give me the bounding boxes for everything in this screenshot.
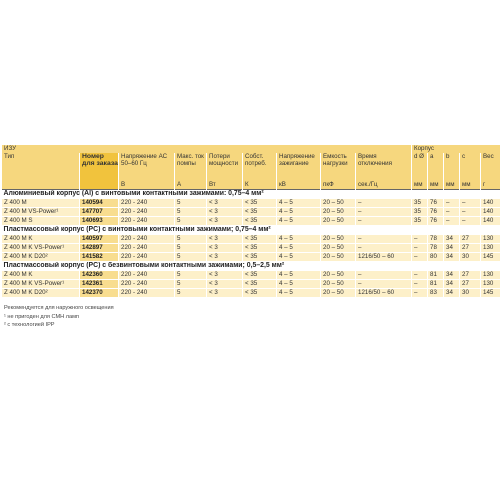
- table-cell: 140: [481, 208, 500, 217]
- table-cell: 220 - 240: [119, 253, 175, 262]
- column-header-label: b: [446, 153, 450, 160]
- table-cell: < 3: [207, 280, 243, 289]
- table-cell: –: [356, 217, 412, 226]
- table-cell: 20 – 50: [321, 235, 356, 244]
- table-cell: 30: [460, 253, 481, 262]
- table-cell: 130: [481, 280, 500, 289]
- footnotes: [0, 304, 500, 330]
- column-header: [175, 153, 207, 190]
- table-cell: 5: [175, 244, 207, 253]
- table-row: [2, 280, 500, 289]
- table-cell: 1216/50 – 60: [356, 253, 412, 262]
- column-header-label: Время отключения: [358, 153, 392, 167]
- column-header-unit: пкФ: [323, 181, 334, 188]
- table-cell: –: [412, 253, 428, 262]
- table-cell: –: [412, 235, 428, 244]
- order-number-cell: 142370: [80, 289, 119, 298]
- table-cell: 83: [428, 289, 444, 298]
- table-cell: 130: [481, 235, 500, 244]
- column-header-label: a: [430, 153, 434, 160]
- table-cell: Z 400 M K VS-Power¹: [2, 244, 80, 253]
- section-title: Пластмассовый корпус (PC) с винтовыми контактными зажимами; 0,75–4 мм²: [2, 226, 500, 236]
- column-header-unit: К: [245, 181, 249, 188]
- order-number-cell: 141582: [80, 253, 119, 262]
- order-number-cell: 140693: [80, 217, 119, 226]
- order-number-cell: 142360: [80, 271, 119, 280]
- column-header-unit: мм: [446, 181, 455, 188]
- table-cell: 220 - 240: [119, 235, 175, 244]
- table-cell: –: [356, 280, 412, 289]
- table-cell: –: [460, 199, 481, 208]
- column-header-unit: мм: [430, 181, 439, 188]
- table-cell: –: [460, 217, 481, 226]
- table-cell: 35: [412, 199, 428, 208]
- table-cell: Z 400 M: [2, 199, 80, 208]
- column-header-label: Вес: [483, 153, 494, 160]
- table-cell: 220 - 240: [119, 208, 175, 217]
- table-cell: Z 400 M K D20²: [2, 289, 80, 298]
- table-cell: < 3: [207, 217, 243, 226]
- table-cell: < 3: [207, 289, 243, 298]
- table-cell: 5: [175, 289, 207, 298]
- column-header-unit: кВ: [279, 181, 286, 188]
- table-cell: 34: [444, 253, 460, 262]
- column-header: [356, 153, 412, 190]
- table-cell: 4 – 5: [277, 253, 321, 262]
- table-cell: < 3: [207, 253, 243, 262]
- table-row: [2, 244, 500, 253]
- table-cell: 34: [444, 235, 460, 244]
- section-header: [2, 190, 500, 200]
- group-label-izu: ИЗУ: [2, 145, 412, 153]
- column-header-unit: сек./Гц: [358, 181, 378, 188]
- table-cell: Z 400 M K: [2, 271, 80, 280]
- order-number-cell: 140597: [80, 235, 119, 244]
- table-cell: 5: [175, 271, 207, 280]
- spec-table: [1, 145, 500, 298]
- column-header: [2, 153, 80, 190]
- header-group-row: [2, 145, 500, 153]
- column-header-label: d Ø: [414, 153, 424, 160]
- table-cell: 4 – 5: [277, 199, 321, 208]
- table-cell: 220 - 240: [119, 244, 175, 253]
- table-cell: 34: [444, 289, 460, 298]
- table-cell: < 35: [243, 289, 277, 298]
- section-title: Пластмассовый корпус (PC) с безвинтовыми контактными зажимами; 0,5–2,5 мм²: [2, 262, 500, 272]
- column-header: [460, 153, 481, 190]
- table-cell: 78: [428, 244, 444, 253]
- table-cell: < 3: [207, 244, 243, 253]
- column-header-unit: г: [483, 181, 486, 188]
- column-header: [412, 153, 428, 190]
- column-header-label: c: [462, 153, 466, 160]
- table-cell: < 3: [207, 199, 243, 208]
- table-cell: 140: [481, 217, 500, 226]
- table-cell: 20 – 50: [321, 253, 356, 262]
- table-cell: < 35: [243, 235, 277, 244]
- table-cell: 80: [428, 253, 444, 262]
- column-header-label: Напряжение зажигание: [279, 153, 315, 167]
- table-cell: 1216/50 – 60: [356, 289, 412, 298]
- table-cell: < 35: [243, 199, 277, 208]
- table-cell: 220 - 240: [119, 271, 175, 280]
- column-header-unit: мм: [414, 181, 423, 188]
- table-cell: –: [444, 217, 460, 226]
- table-cell: 4 – 5: [277, 244, 321, 253]
- table-cell: < 35: [243, 280, 277, 289]
- table-cell: –: [460, 208, 481, 217]
- table-cell: 5: [175, 199, 207, 208]
- table-cell: –: [356, 271, 412, 280]
- table-row: [2, 271, 500, 280]
- column-header-label: Потери мощности: [209, 153, 239, 167]
- table-row: [2, 253, 500, 262]
- table-cell: 5: [175, 235, 207, 244]
- table-cell: 145: [481, 253, 500, 262]
- table-row: [2, 208, 500, 217]
- note-outdoor: Рекомендуется для наружного освещения: [4, 305, 114, 311]
- column-header-label: Емкость нагрузки: [323, 153, 348, 167]
- column-header-label: Макс. ток помпы: [177, 153, 204, 167]
- column-header-unit: мм: [462, 181, 471, 188]
- table-cell: –: [412, 271, 428, 280]
- table-cell: < 35: [243, 244, 277, 253]
- table-cell: 20 – 50: [321, 280, 356, 289]
- table-cell: 220 - 240: [119, 280, 175, 289]
- table-cell: 20 – 50: [321, 199, 356, 208]
- table-cell: 35: [412, 217, 428, 226]
- column-header-label: Напряжение АС 50–60 Гц: [121, 153, 168, 167]
- table-cell: 140: [481, 199, 500, 208]
- table-cell: 5: [175, 208, 207, 217]
- table-cell: Z 400 M VS-Power¹: [2, 208, 80, 217]
- table-cell: 34: [444, 271, 460, 280]
- table-cell: 78: [428, 235, 444, 244]
- column-header-unit: Вт: [209, 181, 216, 188]
- column-header-row: [2, 153, 500, 190]
- table-cell: –: [412, 280, 428, 289]
- table-cell: 20 – 50: [321, 289, 356, 298]
- section-header: [2, 226, 500, 236]
- table-cell: 220 - 240: [119, 289, 175, 298]
- table-cell: Z 400 M K VS-Power¹: [2, 280, 80, 289]
- table-cell: < 3: [207, 208, 243, 217]
- order-number-cell: 147707: [80, 208, 119, 217]
- table-cell: –: [356, 199, 412, 208]
- table-cell: 4 – 5: [277, 208, 321, 217]
- table-cell: –: [356, 235, 412, 244]
- column-header: [207, 153, 243, 190]
- table-cell: 27: [460, 271, 481, 280]
- section-title: Алюминиевый корпус (Al) с винтовыми контактными зажимами: 0,75–4 мм²: [2, 190, 500, 200]
- column-header-unit: В: [121, 181, 126, 188]
- table-cell: –: [444, 208, 460, 217]
- column-header: [277, 153, 321, 190]
- column-header-label: Собст. потреб.: [245, 153, 267, 167]
- table-cell: –: [412, 244, 428, 253]
- table-cell: Z 400 M K: [2, 235, 80, 244]
- table-cell: < 35: [243, 208, 277, 217]
- table-cell: –: [444, 199, 460, 208]
- table-cell: 27: [460, 280, 481, 289]
- table-cell: 145: [481, 289, 500, 298]
- table-cell: 20 – 50: [321, 208, 356, 217]
- column-header: [428, 153, 444, 190]
- table-cell: –: [356, 208, 412, 217]
- column-header: [243, 153, 277, 190]
- table-cell: –: [356, 244, 412, 253]
- column-header: [321, 153, 356, 190]
- column-header: [444, 153, 460, 190]
- table-cell: Z 400 M K D20²: [2, 253, 80, 262]
- table-cell: 5: [175, 280, 207, 289]
- table-cell: 81: [428, 280, 444, 289]
- table-cell: 4 – 5: [277, 280, 321, 289]
- table-cell: < 35: [243, 271, 277, 280]
- group-label-housing: Корпус: [412, 145, 500, 153]
- table-cell: 34: [444, 244, 460, 253]
- table-row: [2, 217, 500, 226]
- section-header: [2, 262, 500, 272]
- column-header-label: Тип: [4, 153, 15, 160]
- table-cell: 220 - 240: [119, 199, 175, 208]
- table-cell: 130: [481, 271, 500, 280]
- order-number-cell: 142361: [80, 280, 119, 289]
- table-cell: 27: [460, 244, 481, 253]
- table-cell: –: [412, 289, 428, 298]
- table-cell: 76: [428, 217, 444, 226]
- column-header: [481, 153, 500, 190]
- table-cell: 76: [428, 208, 444, 217]
- spec-sheet: [0, 145, 500, 330]
- table-cell: 4 – 5: [277, 217, 321, 226]
- table-row: [2, 199, 500, 208]
- table-row: [2, 235, 500, 244]
- note-cmh: ¹ не пригоден для СМН ламп: [4, 313, 79, 320]
- table-cell: 34: [444, 280, 460, 289]
- table-cell: 130: [481, 244, 500, 253]
- table-cell: 30: [460, 289, 481, 298]
- table-row: [2, 289, 500, 298]
- column-header: [119, 153, 175, 190]
- table-cell: < 35: [243, 253, 277, 262]
- table-cell: 4 – 5: [277, 289, 321, 298]
- table-cell: 5: [175, 217, 207, 226]
- column-header-label: Номер для заказа: [82, 153, 118, 167]
- order-number-cell: 142897: [80, 244, 119, 253]
- table-cell: 35: [412, 208, 428, 217]
- table-cell: 76: [428, 199, 444, 208]
- table-cell: 20 – 50: [321, 271, 356, 280]
- table-cell: 4 – 5: [277, 235, 321, 244]
- table-cell: < 3: [207, 235, 243, 244]
- column-header-unit: А: [177, 181, 182, 188]
- table-cell: 20 – 50: [321, 217, 356, 226]
- table-cell: 20 – 50: [321, 244, 356, 253]
- table-cell: Z 400 M S: [2, 217, 80, 226]
- table-cell: < 35: [243, 217, 277, 226]
- table-cell: 220 - 240: [119, 217, 175, 226]
- table-cell: < 3: [207, 271, 243, 280]
- table-cell: 27: [460, 235, 481, 244]
- table-cell: 5: [175, 253, 207, 262]
- column-header: [80, 153, 119, 190]
- table-cell: 81: [428, 271, 444, 280]
- table-cell: 4 – 5: [277, 271, 321, 280]
- note-ipp: ² с технологией IPP: [4, 322, 55, 329]
- order-number-cell: 140594: [80, 199, 119, 208]
